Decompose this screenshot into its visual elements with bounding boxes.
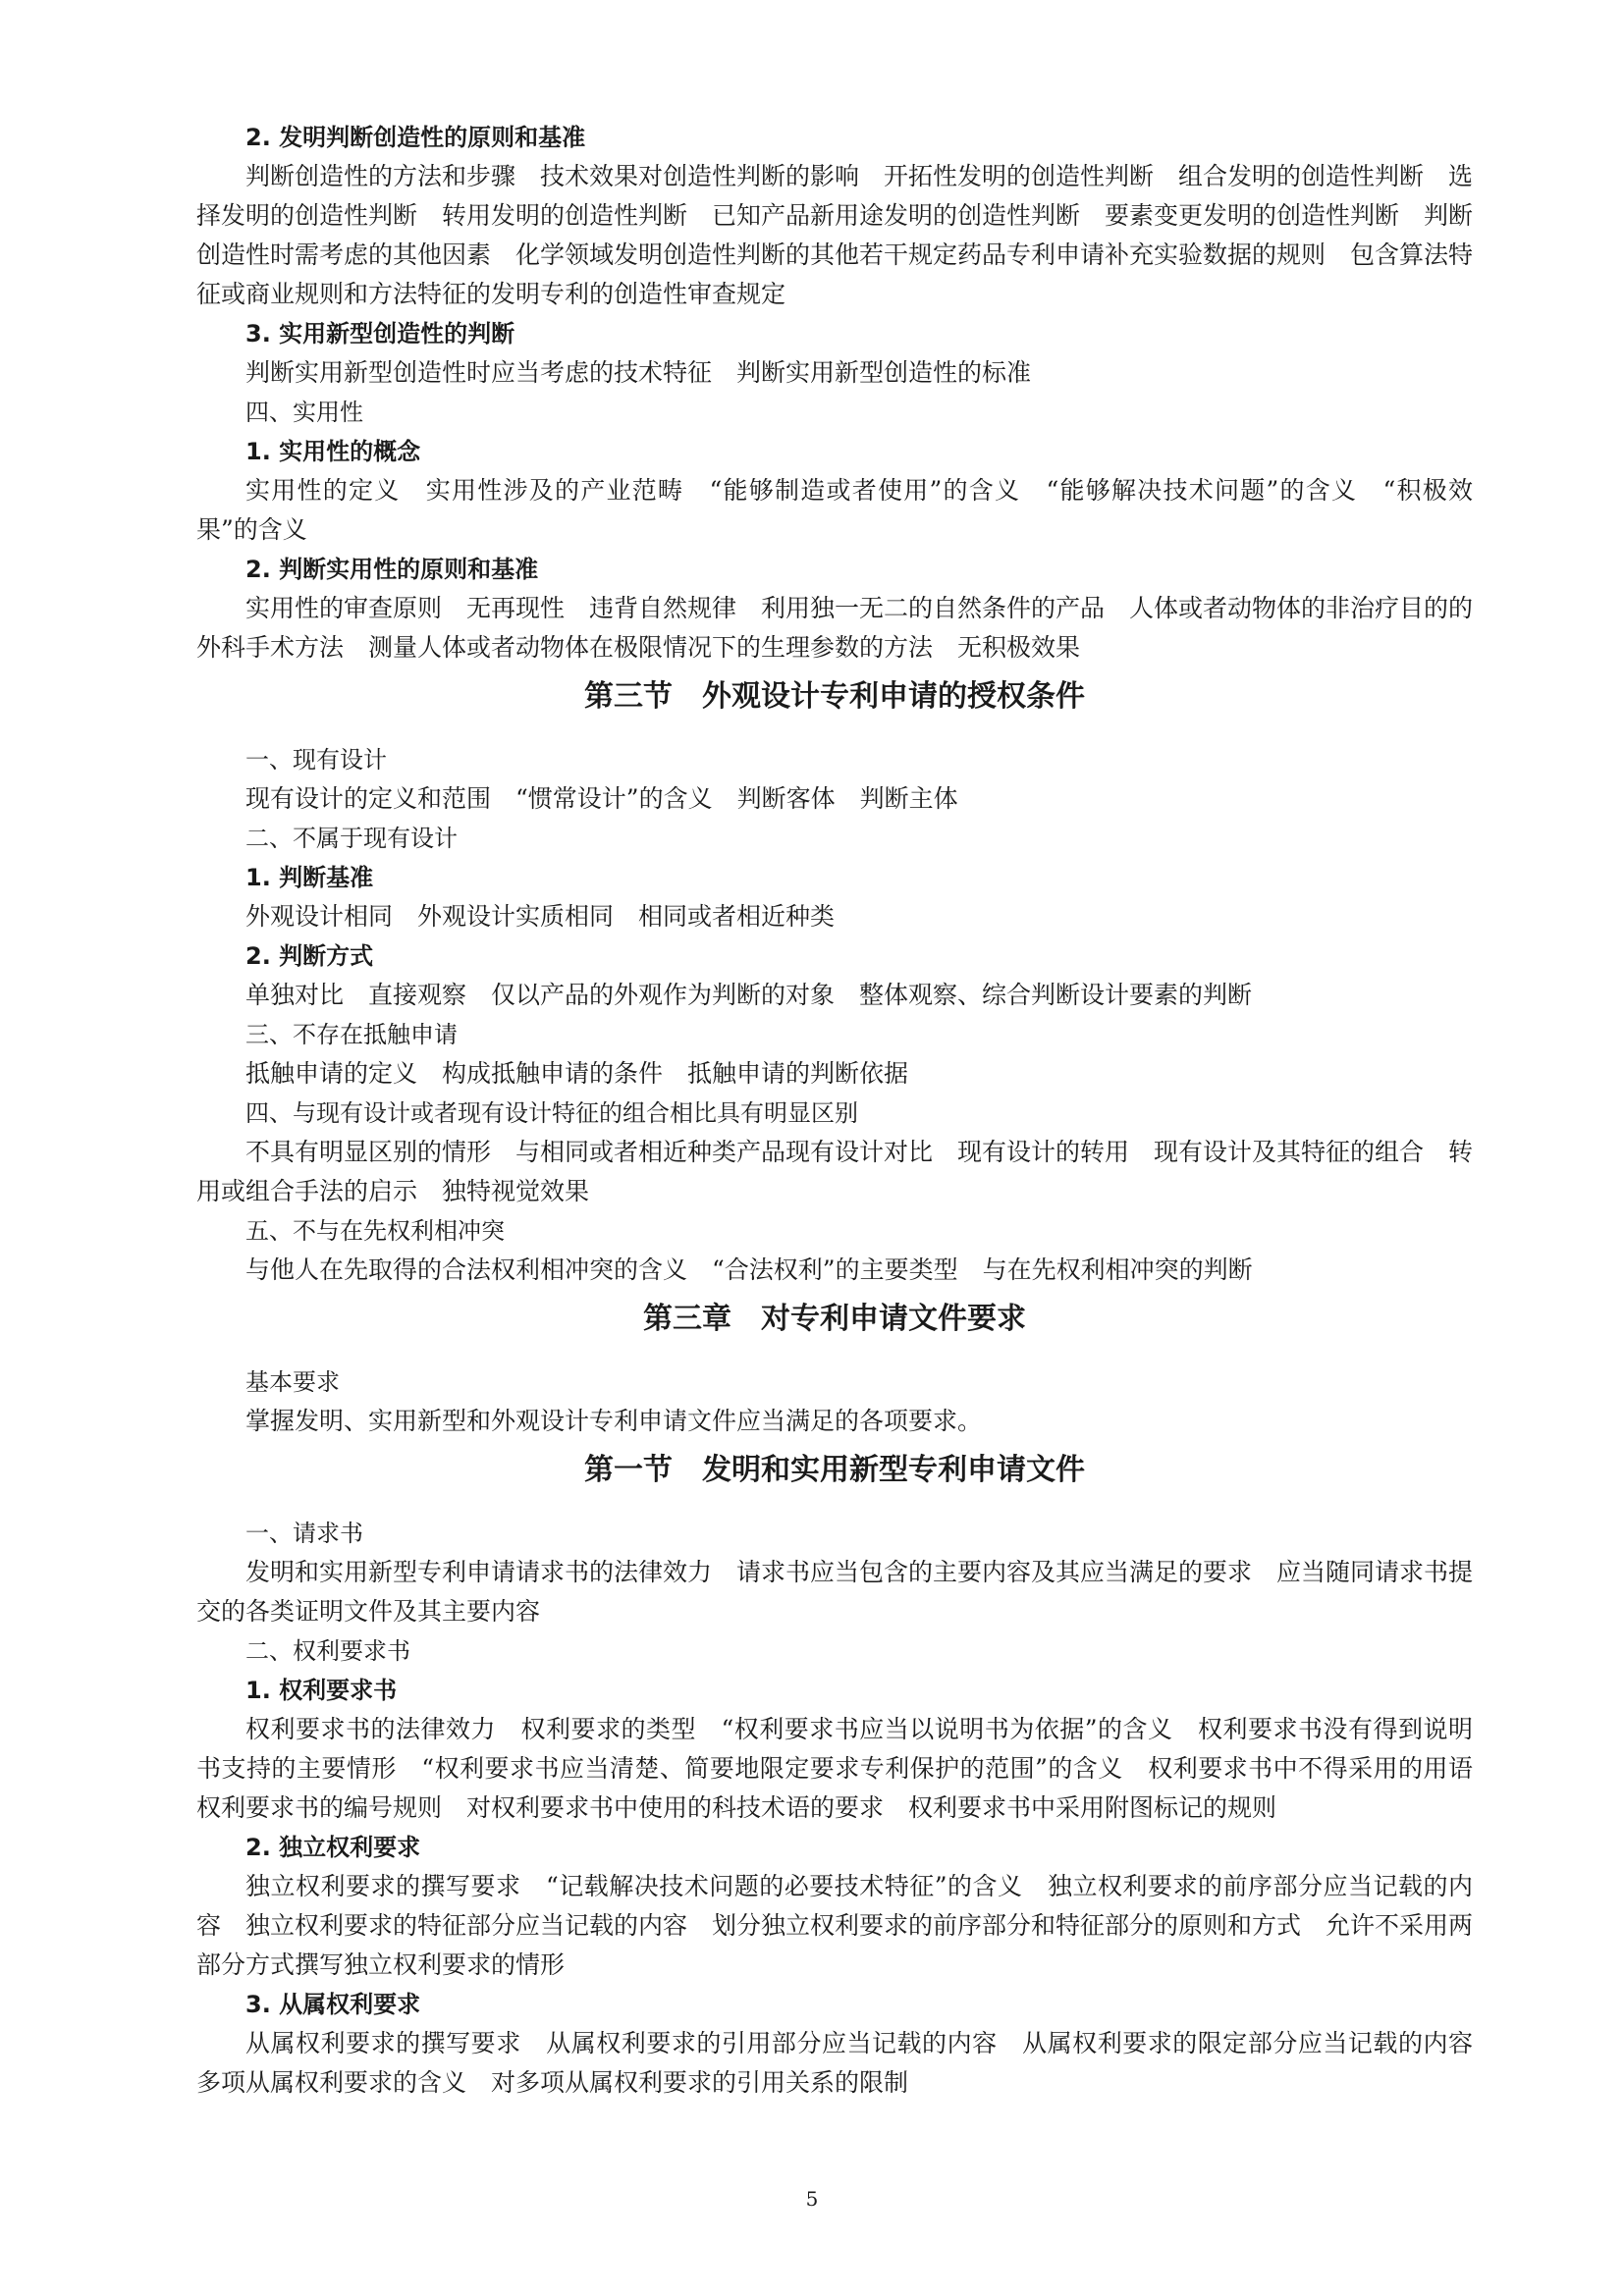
chapter-title: 第三章 对专利申请文件要求 (643, 1302, 1026, 1336)
paragraph: 实用性的审查原则 无再现性 违背自然规律 利用独一无二的自然条件的产品 人体或者动物体的非治疗目的的外科手术方法 测量人体或者动物体在极限情况下的生理参数的方法 无积极效果 (196, 594, 1474, 662)
subheading: 3. 从属权利要求 (245, 1991, 421, 2018)
paragraph: 从属权利要求的撰写要求 从属权利要求的引用部分应当记载的内容 从属权利要求的限定部分应当记载的内容 多项从属权利要求的含义 对多项从属权利要求的引用关系的限制 (196, 2029, 1498, 2097)
paragraph: 独立权利要求的撰写要求 “记载解决技术问题的必要技术特征”的含义 独立权利要求的前序部分应当记载的内容 独立权利要求的特征部分应当记载的内容 划分独立权利要求的前序部分和特征部分的原则和方式 允许不采用两部分方式撰写独立权利要求的情形 (196, 1872, 1474, 1979)
subheading: 2. 发明判断创造性的原则和基准 (245, 124, 586, 151)
category-heading: 一、现有设计 (245, 746, 387, 774)
paragraph: 抵触申请的定义 构成抵触申请的条件 抵触申请的判断依据 (245, 1059, 909, 1088)
subheading: 2. 判断实用性的原则和基准 (245, 556, 539, 583)
paragraph: 不具有明显区别的情形 与相同或者相近种类产品现有设计对比 现有设计的转用 现有设计及其特征的组合 转用或组合手法的启示 独特视觉效果 (196, 1138, 1474, 1205)
category-heading: 五、不与在先权利相冲突 (245, 1217, 505, 1245)
subheading: 2. 独立权利要求 (245, 1834, 421, 1861)
subheading: 1. 权利要求书 (245, 1677, 398, 1704)
document-body (196, 118, 1498, 2103)
section-title: 第三节 外观设计专利申请的授权条件 (584, 679, 1085, 714)
paragraph: 与他人在先取得的合法权利相冲突的含义 “合法权利”的主要类型 与在先权利相冲突的判断 (245, 1255, 1253, 1284)
category-heading: 三、不存在抵触申请 (245, 1021, 458, 1048)
category-heading: 四、与现有设计或者现有设计特征的组合相比具有明显区别 (245, 1099, 858, 1127)
subheading: 2. 判断方式 (245, 942, 374, 970)
category-heading: 二、权利要求书 (245, 1637, 410, 1665)
paragraph: 单独对比 直接观察 仅以产品的外观作为判断的对象 整体观察、综合判断设计要素的判断 (245, 981, 1253, 1009)
subheading: 1. 判断基准 (245, 864, 374, 891)
paragraph: 掌握发明、实用新型和外观设计专利申请文件应当满足的各项要求。 (245, 1407, 983, 1435)
category-heading: 四、实用性 (245, 399, 363, 426)
page-number: 5 (805, 2187, 819, 2211)
paragraph: 判断创造性的方法和步骤 技术效果对创造性判断的影响 开拓性发明的创造性判断 组合发明的创造性判断 选择发明的创造性判断 转用发明的创造性判断 已知产品新用途发明的创造性判断 要素变更发明的创造性判断 判断创造性时需考虑的其他因素 化学领域发明创造性判断的其他若干规定药品专利申请补充实验数据的规则 包含算法特征或商业规则和方法特征的发明专利的创造性审查规定 (196, 162, 1474, 308)
paragraph: 外观设计相同 外观设计实质相同 相同或者相近种类 (245, 902, 836, 931)
paragraph: 实用性的定义 实用性涉及的产业范畴 “能够制造或者使用”的含义 “能够解决技术问题”的含义 “积极效果”的含义 (196, 476, 1473, 544)
category-heading: 二、不属于现有设计 (245, 825, 458, 852)
paragraph: 判断实用新型创造性时应当考虑的技术特征 判断实用新型创造性的标准 (245, 358, 1032, 387)
paragraph: 发明和实用新型专利申请请求书的法律效力 请求书应当包含的主要内容及其应当满足的要求 应当随同请求书提交的各类证明文件及其主要内容 (196, 1558, 1474, 1626)
section-title: 第一节 发明和实用新型专利申请文件 (584, 1453, 1085, 1487)
category-heading: 基本要求 (245, 1368, 340, 1396)
subheading: 3. 实用新型创造性的判断 (245, 320, 515, 347)
paragraph: 现有设计的定义和范围 “惯常设计”的含义 判断客体 判断主体 (245, 784, 958, 813)
paragraph: 权利要求书的法律效力 权利要求的类型 “权利要求书应当以说明书为依据”的含义 权利要求书没有得到说明书支持的主要情形 “权利要求书应当清楚、简要地限定要求专利保护的范围”的含义 权利要求书中不得采用的用语 权利要求书的编号规则 对权利要求书中使用的科技术语的要求 权利要求书中采用附图标记的规则 (196, 1715, 1498, 1822)
subheading: 1. 实用性的概念 (245, 438, 421, 465)
category-heading: 一、请求书 (245, 1520, 363, 1547)
